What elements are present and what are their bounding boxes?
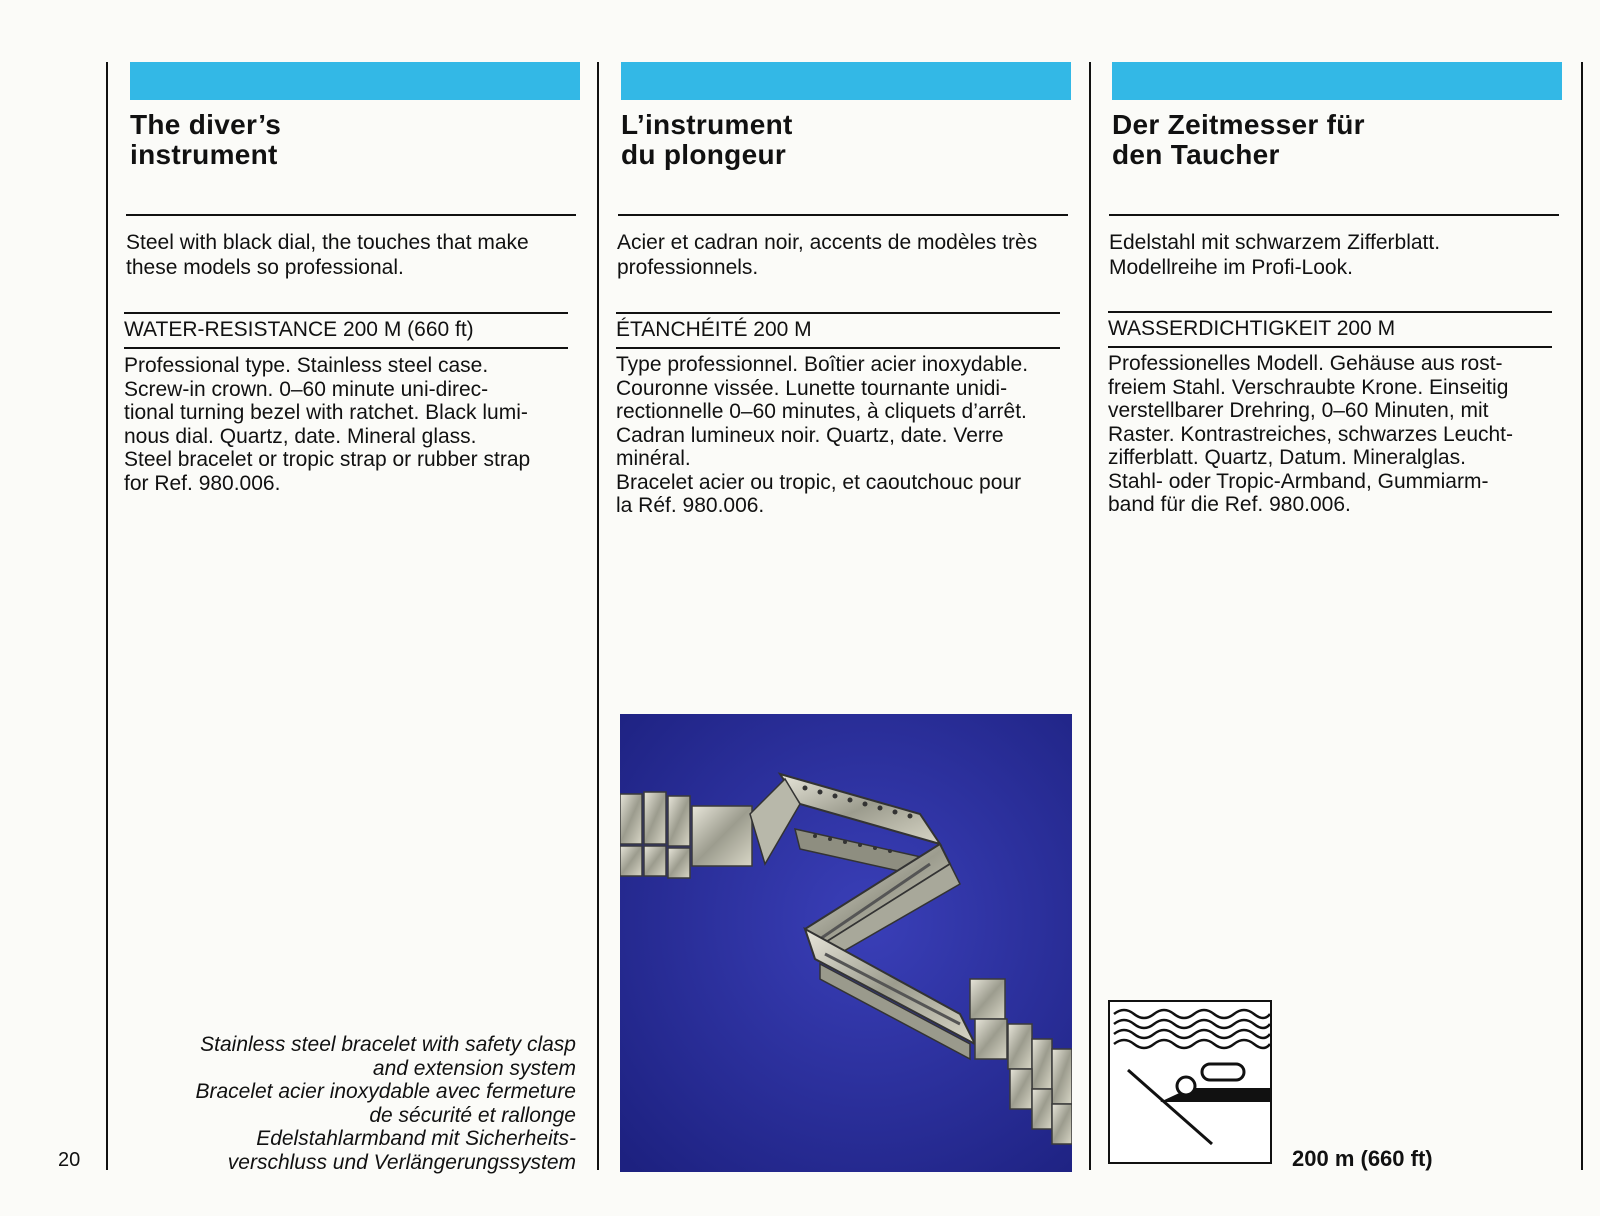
rule [126,214,576,216]
diver-icon-svg [1110,1002,1270,1162]
body-text [124,354,572,495]
body-line: Professionelles Modell. Gehäuse aus rost- [1108,352,1503,375]
body-text [1108,352,1556,517]
title-line: L’instrument [621,109,793,140]
body-line: Couronne vissée. Lunette tournante unidi- [616,376,1008,400]
caption-line: verschluss und Verlängerungssystem [227,1150,576,1174]
column-divider-left [106,62,108,1170]
body-line: Bracelet acier ou tropic, et caoutchouc pour [616,470,1022,494]
bracelet-photo [620,714,1072,1172]
body-line: Steel bracelet or tropic strap or rubber strap [124,448,531,471]
intro-line: Steel with black dial, the touches that make [126,231,529,254]
intro-text [1109,230,1571,280]
page-number: 20 [58,1149,81,1171]
section-heading: ÉTANCHÉITÉ 200 M [616,318,812,341]
column-title [621,110,1071,170]
photo-caption [130,1033,576,1174]
rule [124,312,568,314]
intro-line: Edelstahl mit schwarzem Zifferblatt. [1109,231,1441,254]
body-line: minéral. [616,447,691,470]
body-line: verstellbarer Drehring, 0–60 Minuten, mit [1108,399,1489,422]
intro-text [126,230,586,280]
body-line: Raster. Kontrastreiches, schwarzes Leucht- [1108,422,1514,446]
body-line: freiem Stahl. Verschraubte Krone. Einseitig [1108,375,1509,399]
rule [618,214,1068,216]
body-line: Screw-in crown. 0–60 minute uni-direc- [124,377,489,401]
title-line: du plongeur [621,139,787,170]
intro-line: professionnels. [617,256,759,279]
body-line: zifferblatt. Quartz, Datum. Mineralglas. [1108,446,1466,469]
bracelet-photo-svg [620,714,1072,1172]
body-line: la Réf. 980.006. [616,494,765,517]
column-german [1112,62,1562,170]
section-heading: WATER-RESISTANCE 200 M (660 ft) [124,318,474,341]
body-line: tional turning bezel with ratchet. Black lumi- [124,401,528,424]
body-line: Professional type. Stainless steel case. [124,354,489,377]
rule [1108,346,1552,348]
body-line: Cadran lumineux noir. Quartz, date. Verre [616,423,1004,447]
body-line: band für die Ref. 980.006. [1108,493,1351,516]
caption-line: Edelstahlarmband mit Sicherheits- [256,1127,576,1150]
rule [1109,214,1559,216]
rule [616,347,1060,349]
caption-line: Stainless steel bracelet with safety clasp [200,1033,576,1056]
rule [616,312,1060,314]
body-line: nous dial. Quartz, date. Mineral glass. [124,424,477,448]
header-band [1112,62,1562,100]
body-line: Type professionnel. Boîtier acier inoxydable. [616,353,1029,376]
column-divider-2 [597,62,599,1170]
column-title [130,110,580,170]
body-line: rectionnelle 0–60 minutes, à cliquets d’arrêt. [616,400,1027,423]
intro-line: these models so professional. [126,256,404,279]
column-divider-3 [1089,62,1091,1170]
body-text [616,353,1066,518]
intro-text [617,230,1079,280]
title-line: Der Zeitmesser für [1112,109,1365,140]
intro-line: Modellreihe im Profi-Look. [1109,256,1353,279]
caption-line: and extension system [372,1056,576,1080]
column-english [130,62,580,170]
header-band [621,62,1071,100]
caption-line: de sécurité et rallonge [369,1103,576,1127]
title-line: instrument [130,139,278,170]
body-line: for Ref. 980.006. [124,471,281,495]
column-divider-right [1581,62,1583,1170]
column-title [1112,110,1562,170]
body-line: Stahl- oder Tropic-Armband, Gummiarm- [1108,469,1489,493]
caption-line: Bracelet acier inoxydable avec fermeture [195,1080,576,1103]
title-line: den Taucher [1112,139,1280,170]
rule [1108,311,1552,313]
column-french [621,62,1071,170]
diver-200m-icon [1108,1000,1272,1164]
section-heading: WASSERDICHTIGKEIT 200 M [1108,317,1396,340]
title-line: The diver’s [130,109,282,140]
header-band [130,62,580,100]
depth-rating-label: 200 m (660 ft) [1292,1146,1433,1171]
intro-line: Acier et cadran noir, accents de modèles très [617,231,1038,254]
rule [124,347,568,349]
